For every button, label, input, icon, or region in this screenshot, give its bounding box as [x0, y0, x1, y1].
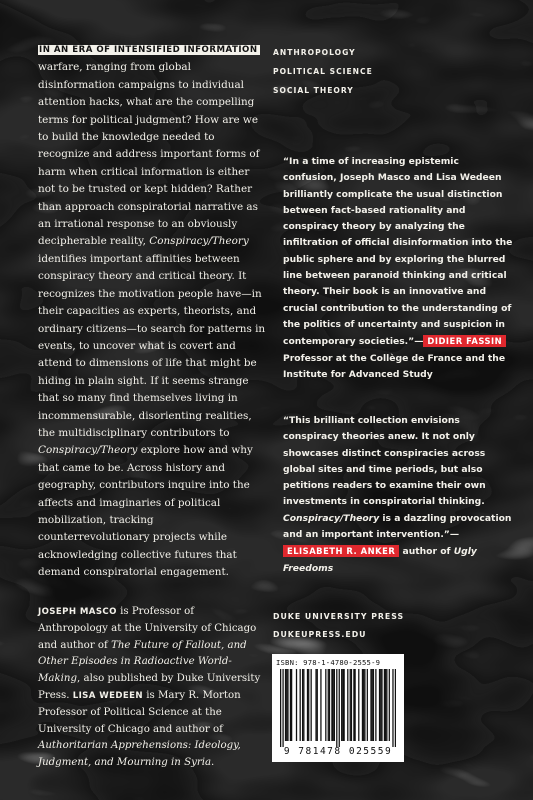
barcode-bar [341, 669, 342, 741]
bio-book-2: Authoritarian Apprehensions: Ideology, Judgment, and Mourning in Syria [38, 740, 241, 769]
barcode-bar [339, 669, 340, 747]
barcode-bar [353, 669, 354, 741]
barcode-bar [307, 669, 308, 741]
barcode-bar [375, 669, 376, 741]
barcode-bar [333, 669, 334, 741]
barcode-bar [384, 669, 385, 741]
barcode-bar [379, 669, 380, 741]
barcode-bar [370, 669, 371, 741]
ean-digits [272, 746, 404, 757]
quote-2-author-badge: ELISABETH R. ANKER [283, 545, 399, 557]
publisher-name: DUKE UNIVERSITY PRESS [273, 612, 405, 621]
barcode-bar [325, 669, 326, 741]
quote-1-text: “In a time of increasing epistemic confusion, Joseph Masco and Lisa Wedeen brilliantly complicate the usual distinction between fact-based rationality and conspiracy theory by analyzing the infiltration of official disinformation into the public sphere and by exploring the blurred line between paranoid thinking and critical theory. Their book is an innovative and crucial contribution to the understanding of the politics of uncertainty and suspicion in contemporary societies.”— [283, 156, 513, 348]
barcode-bar [290, 669, 291, 741]
barcode-bar [363, 669, 364, 741]
description-text-1: warfare, ranging from global disinformation campaigns to individual attention hacks, what are the compelling terms for political judgment? How are we to build the knowledge needed to recognize and address important forms of harm when critical information is either not to be trusted or kept hidden? Rather than approach conspiratorial narrative as an irrational response to an obviously decipherable reality, [38, 61, 260, 248]
description-title-2: Conspiracy/Theory [38, 444, 138, 457]
subject-item: ANTHROPOLOGY [273, 48, 356, 57]
ean-left-digits: 781478 [298, 746, 342, 757]
barcode-bar [331, 669, 332, 741]
barcode-bar [311, 669, 312, 741]
barcode-bar [395, 669, 396, 747]
barcode-bar [381, 669, 382, 741]
barcode-bar [386, 669, 387, 741]
barcode-bar [296, 669, 297, 741]
barcode-bar [317, 669, 318, 741]
bio-text-3: is Mary R. Morton Professor of Political Science at the University of Chicago and author of [38, 689, 241, 735]
subject-list [273, 43, 373, 100]
bio-text-2: , also published by Duke University Press. [38, 673, 261, 701]
barcode-bar [285, 669, 286, 741]
barcode-bar [286, 669, 287, 741]
quote-1-author-badge: DIDIER FASSIN [423, 335, 506, 347]
barcode-bar [315, 669, 316, 741]
bio-name-1: JOSEPH MASCO [38, 607, 117, 617]
barcode-bar [303, 669, 304, 741]
quote-1-affiliation: Professor at the Collège de France and the Institute for Advanced Study [283, 352, 506, 380]
barcode-bar [287, 669, 288, 741]
publisher-url: DUKEUPRESS.EDU [273, 630, 367, 639]
barcode-bar [373, 669, 374, 741]
blurb-quote-1 [283, 154, 513, 383]
blurb-quote-2 [283, 413, 513, 577]
bio-text-1: is Professor of Anthropology at the University of Chicago and author of [38, 606, 257, 651]
bio-name-2: LISA WEDEEN [72, 690, 144, 701]
barcode-bar [354, 669, 355, 741]
barcode-bar [291, 669, 292, 741]
quote-2-affiliation-title: Ugly Freedoms [283, 546, 477, 574]
barcode-bar [343, 669, 344, 741]
barcode-bar [385, 669, 386, 741]
barcode-bar [372, 669, 373, 741]
barcode-bar [380, 669, 381, 741]
barcode-bar [347, 669, 348, 741]
isbn-barcode [272, 654, 404, 762]
barcode-bar [364, 669, 365, 741]
barcode-bar [300, 669, 301, 741]
barcode-bar [350, 669, 351, 741]
barcode-bar [351, 669, 352, 741]
quote-2-text-a: “This brilliant collection envisions conspiracy theories anew. It not only showcases distinct conspiracies across global sites and time periods, but also petitions readers to examine their own investments in conspiratorial thinking. [283, 415, 486, 508]
barcode-bar [367, 669, 368, 741]
barcode-bar [329, 669, 330, 741]
subject-item: POLITICAL SCIENCE [273, 67, 373, 76]
description-text-3: explore how and why that came to be. Across history and geography, contributors inquire into the affects and imaginaries of political mobilization, tracking counterrevolutionary projects while acknowledging collective futures that demand conspiratorial engagement. [38, 444, 253, 579]
barcode-bar [282, 669, 283, 747]
subject-item: SOCIAL THEORY [273, 86, 354, 95]
barcode-bar [389, 669, 390, 741]
description-title-1: Conspiracy/Theory [149, 235, 249, 248]
publisher-block [273, 608, 404, 644]
quote-2-affiliation-pre: author of [399, 546, 454, 558]
barcode-bar [336, 669, 337, 747]
barcode-bar [328, 669, 329, 741]
ean-right-digits: 025559 [348, 746, 393, 757]
barcode-bar [334, 669, 335, 741]
quote-2-text-b: is a dazzling provocation and an important intervention.”— [283, 512, 512, 541]
barcode-bar [302, 669, 303, 741]
barcode-bar [308, 669, 309, 741]
description-paragraph [38, 41, 266, 582]
ean-first-digit: 9 [283, 746, 292, 757]
isbn-label: ISBN: 978-1-4780-2555-9 [276, 658, 381, 667]
bio-book-1: The Future of Fallout, and Other Episodes in Radioactive World-Making [38, 639, 247, 685]
description-block [38, 41, 266, 582]
description-lead-in: IN AN ERA OF INTENSIFIED INFORMATION [39, 45, 258, 55]
bio-text-4: . [211, 757, 215, 769]
barcode-bar [280, 669, 281, 747]
author-bio [38, 604, 266, 772]
barcode-bar [362, 669, 363, 741]
barcode-bar [342, 669, 343, 741]
barcode-bars [280, 669, 396, 747]
description-text-2: identifies important affinities between conspiracy theory and critical theory. It recognizes the motivation people have—in their capacities as experts, theorists, and ordinary citizens—to search for patterns in events, to uncover what is covert and attend to dimensions of life that might be hiding in plain sight. If it seems strange that so many find themselves living in incommensurable, disorienting realities, the multidisciplinary contributors to [38, 252, 266, 439]
quote-2-title: Conspiracy/Theory [283, 512, 380, 524]
barcode-bar [392, 669, 393, 747]
barcode-bar [358, 669, 359, 741]
barcode-bar [320, 669, 321, 741]
